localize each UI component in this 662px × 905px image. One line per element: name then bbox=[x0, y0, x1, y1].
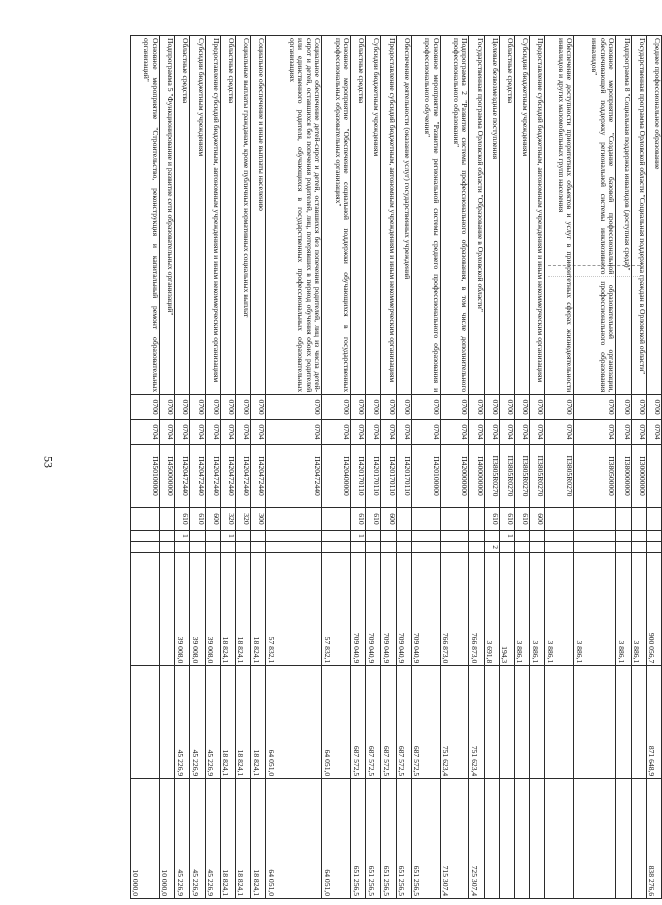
budget-table-body bbox=[131, 36, 662, 899]
section-code-cell: 0700 bbox=[631, 395, 646, 420]
fund-source-2-cell bbox=[351, 542, 366, 553]
table-row bbox=[251, 36, 266, 899]
table-row bbox=[159, 36, 174, 899]
subsection-code-cell: 0704 bbox=[131, 420, 160, 445]
subsection-code-cell: 0704 bbox=[616, 420, 631, 445]
fund-source-1-cell bbox=[514, 530, 529, 541]
amount-year-2-cell: 45 226,9 bbox=[190, 666, 205, 779]
fund-source-1-cell bbox=[131, 530, 160, 541]
section-code-cell: 0700 bbox=[574, 395, 616, 420]
amount-year-1-cell: 18 824,1 bbox=[220, 553, 235, 666]
expense-type-cell bbox=[469, 508, 484, 531]
fund-source-2-cell: 2 bbox=[484, 542, 499, 553]
section-code-cell: 0700 bbox=[499, 395, 514, 420]
amount-year-1-cell: 3 886,1 bbox=[530, 553, 545, 666]
amount-year-3-cell: 651 256,5 bbox=[351, 779, 366, 899]
fund-source-1-cell: 1 bbox=[220, 530, 235, 541]
target-article-cell: П420472440 bbox=[235, 444, 250, 507]
amount-year-2-cell: 18 824,1 bbox=[220, 666, 235, 779]
table-row bbox=[381, 36, 396, 899]
section-code-cell: 0700 bbox=[251, 395, 266, 420]
fund-source-1-cell bbox=[366, 530, 381, 541]
expense-type-cell: 320 bbox=[235, 508, 250, 531]
amount-year-1-cell: 3 691,8 bbox=[484, 553, 499, 666]
section-code-cell: 0700 bbox=[351, 395, 366, 420]
fund-source-2-cell bbox=[205, 542, 220, 553]
subsection-code-cell: 0704 bbox=[631, 420, 646, 445]
target-article-cell: П450100000 bbox=[131, 444, 160, 507]
amount-year-3-cell: 64 051,0 bbox=[266, 779, 322, 899]
amount-year-1-cell: 900 056,7 bbox=[646, 553, 661, 666]
target-article-cell: П420472440 bbox=[190, 444, 205, 507]
amount-year-3-cell: 64 051,0 bbox=[322, 779, 351, 899]
amount-year-3-cell: 18 824,1 bbox=[251, 779, 266, 899]
fund-source-1-cell bbox=[469, 530, 484, 541]
subsection-code-cell: 0704 bbox=[220, 420, 235, 445]
amount-year-1-cell: 3 886,1 bbox=[514, 553, 529, 666]
fund-source-1-cell bbox=[322, 530, 351, 541]
table-row bbox=[499, 36, 514, 899]
target-article-cell: П420170110 bbox=[381, 444, 396, 507]
amount-year-2-cell: 687 572,5 bbox=[366, 666, 381, 779]
expense-type-cell bbox=[440, 508, 469, 531]
fund-source-1-cell bbox=[251, 530, 266, 541]
amount-year-2-cell: 751 623,4 bbox=[440, 666, 469, 779]
amount-year-3-cell bbox=[514, 779, 529, 899]
subsection-code-cell: 0704 bbox=[322, 420, 351, 445]
fund-source-1-cell bbox=[190, 530, 205, 541]
amount-year-1-cell: 709 040,9 bbox=[396, 553, 411, 666]
amount-year-2-cell: 18 824,1 bbox=[251, 666, 266, 779]
amount-year-1-cell: 39 008,0 bbox=[190, 553, 205, 666]
section-code-cell: 0700 bbox=[646, 395, 661, 420]
table-row bbox=[190, 36, 205, 899]
row-name-cell: Областные средства bbox=[175, 36, 190, 395]
table-row bbox=[469, 36, 484, 899]
fund-source-2-cell bbox=[251, 542, 266, 553]
target-article-cell: П420100000 bbox=[411, 444, 440, 507]
fund-source-2-cell bbox=[499, 542, 514, 553]
expense-type-cell: 320 bbox=[220, 508, 235, 531]
section-code-cell: 0700 bbox=[159, 395, 174, 420]
row-name-cell: Основное мероприятие "Строительство, реконструкция и капитальный ремонт образовательных организаций" bbox=[131, 36, 160, 395]
expense-type-cell bbox=[159, 508, 174, 531]
fund-source-2-cell bbox=[440, 542, 469, 553]
amount-year-2-cell: 64 051,0 bbox=[266, 666, 322, 779]
table-row bbox=[514, 36, 529, 899]
fund-source-1-cell bbox=[440, 530, 469, 541]
expense-type-cell bbox=[396, 508, 411, 531]
fund-source-2-cell bbox=[266, 542, 322, 553]
fund-source-1-cell bbox=[530, 530, 545, 541]
section-code-cell: 0700 bbox=[469, 395, 484, 420]
table-row bbox=[574, 36, 616, 899]
expense-type-cell bbox=[131, 508, 160, 531]
amount-year-2-cell bbox=[545, 666, 574, 779]
amount-year-2-cell: 871 648,9 bbox=[646, 666, 661, 779]
expense-type-cell bbox=[631, 508, 646, 531]
expense-type-cell: 610 bbox=[190, 508, 205, 531]
target-article-cell: П420472440 bbox=[175, 444, 190, 507]
budget-table bbox=[130, 35, 662, 899]
subsection-code-cell: 0704 bbox=[484, 420, 499, 445]
target-article-cell: П3805R0270 bbox=[545, 444, 574, 507]
row-name-cell: Подпрограмма 2 "Развитие системы профессионального образования, в том числе дополнительного профессионального образования" bbox=[440, 36, 469, 395]
fund-source-2-cell bbox=[159, 542, 174, 553]
row-name-cell: Областные средства bbox=[351, 36, 366, 395]
expense-type-cell bbox=[411, 508, 440, 531]
amount-year-1-cell: 766 873,0 bbox=[440, 553, 469, 666]
amount-year-2-cell bbox=[514, 666, 529, 779]
expense-type-cell: 610 bbox=[175, 508, 190, 531]
amount-year-3-cell: 10 000,0 bbox=[159, 779, 174, 899]
row-name-cell: Среднее профессиональное образование bbox=[646, 36, 661, 395]
section-code-cell: 0700 bbox=[440, 395, 469, 420]
amount-year-3-cell: 651 256,5 bbox=[396, 779, 411, 899]
fund-source-2-cell bbox=[131, 542, 160, 553]
amount-year-2-cell: 45 226,9 bbox=[175, 666, 190, 779]
subsection-code-cell: 0704 bbox=[530, 420, 545, 445]
amount-year-2-cell: 687 572,5 bbox=[396, 666, 411, 779]
amount-year-2-cell: 18 824,1 bbox=[235, 666, 250, 779]
amount-year-1-cell: 3 886,1 bbox=[631, 553, 646, 666]
section-code-cell: 0700 bbox=[235, 395, 250, 420]
amount-year-2-cell: 687 572,5 bbox=[381, 666, 396, 779]
section-code-cell: 0700 bbox=[205, 395, 220, 420]
fund-source-2-cell bbox=[469, 542, 484, 553]
fund-source-1-cell bbox=[646, 530, 661, 541]
section-code-cell: 0700 bbox=[545, 395, 574, 420]
expense-type-cell: 610 bbox=[484, 508, 499, 531]
row-name-cell: Предоставление субсидий бюджетным, автономным учреждениям и иным некоммерческим организациям bbox=[530, 36, 545, 395]
amount-year-1-cell: 3 886,1 bbox=[616, 553, 631, 666]
row-name-cell: Социальное обеспечение и иные выплаты населению bbox=[251, 36, 266, 395]
subsection-code-cell: 0704 bbox=[251, 420, 266, 445]
amount-year-1-cell: 18 824,1 bbox=[235, 553, 250, 666]
expense-type-cell: 600 bbox=[530, 508, 545, 531]
amount-year-1-cell: 709 040,9 bbox=[351, 553, 366, 666]
expense-type-cell bbox=[574, 508, 616, 531]
amount-year-2-cell: 687 572,5 bbox=[411, 666, 440, 779]
target-article-cell: П420170110 bbox=[396, 444, 411, 507]
section-code-cell: 0700 bbox=[366, 395, 381, 420]
amount-year-1-cell: 18 824,1 bbox=[251, 553, 266, 666]
section-code-cell: 0700 bbox=[484, 395, 499, 420]
amount-year-2-cell bbox=[131, 666, 160, 779]
table-row bbox=[235, 36, 250, 899]
row-name-cell: Социальное обеспечение детей-сирот и детей, оставшихся без попечения родителей, лиц из числа детей-сирот и детей, оставшихся без попечения родителей, лиц, потерявших в период обучения обоих родителей или единственного родителя, обучающихся в государственных профессиональных образовательных организациях bbox=[266, 36, 322, 395]
fund-source-2-cell bbox=[411, 542, 440, 553]
subsection-code-cell: 0704 bbox=[175, 420, 190, 445]
amount-year-2-cell bbox=[574, 666, 616, 779]
table-row bbox=[440, 36, 469, 899]
table-row bbox=[631, 36, 646, 899]
amount-year-3-cell: 45 226,9 bbox=[175, 779, 190, 899]
table-row bbox=[175, 36, 190, 899]
target-article-cell: П420472440 bbox=[251, 444, 266, 507]
table-row bbox=[366, 36, 381, 899]
target-article-cell: П400000000 bbox=[469, 444, 484, 507]
amount-year-2-cell bbox=[484, 666, 499, 779]
amount-year-3-cell: 10 000,0 bbox=[131, 779, 160, 899]
amount-year-3-cell bbox=[631, 779, 646, 899]
row-name-cell: Основное мероприятие "Создание базовой профессиональной образовательной организации, обеспечивающей поддержку региональной системы инклюзивного профессионального образования инвалидов" bbox=[574, 36, 616, 395]
fund-source-1-cell bbox=[616, 530, 631, 541]
expense-type-cell: 610 bbox=[499, 508, 514, 531]
fund-source-1-cell: 1 bbox=[351, 530, 366, 541]
target-article-cell: П3805R0270 bbox=[484, 444, 499, 507]
expense-type-cell bbox=[266, 508, 322, 531]
target-article-cell: П300000000 bbox=[631, 444, 646, 507]
amount-year-3-cell: 651 256,5 bbox=[381, 779, 396, 899]
subsection-code-cell: 0704 bbox=[366, 420, 381, 445]
fund-source-2-cell bbox=[574, 542, 616, 553]
amount-year-3-cell bbox=[499, 779, 514, 899]
target-article-cell: П3805R0270 bbox=[530, 444, 545, 507]
amount-year-1-cell: 3 886,1 bbox=[545, 553, 574, 666]
fund-source-2-cell bbox=[322, 542, 351, 553]
section-code-cell: 0700 bbox=[322, 395, 351, 420]
fund-source-2-cell bbox=[381, 542, 396, 553]
target-article-cell: П420472440 bbox=[266, 444, 322, 507]
amount-year-1-cell: 39 008,0 bbox=[205, 553, 220, 666]
target-article-cell: П420170110 bbox=[351, 444, 366, 507]
expense-type-cell bbox=[646, 508, 661, 531]
amount-year-1-cell: 709 040,9 bbox=[381, 553, 396, 666]
row-name-cell: Подпрограмма 5 "Функционирование и развитие сети образовательных организаций" bbox=[159, 36, 174, 395]
table-row bbox=[411, 36, 440, 899]
fund-source-2-cell bbox=[220, 542, 235, 553]
amount-year-1-cell: 3 886,1 bbox=[574, 553, 616, 666]
amount-year-3-cell: 45 226,9 bbox=[190, 779, 205, 899]
section-code-cell: 0700 bbox=[411, 395, 440, 420]
target-article-cell: П420400000 bbox=[322, 444, 351, 507]
amount-year-1-cell: 709 040,9 bbox=[411, 553, 440, 666]
amount-year-3-cell: 45 226,9 bbox=[205, 779, 220, 899]
expense-type-cell: 600 bbox=[205, 508, 220, 531]
fund-source-2-cell bbox=[190, 542, 205, 553]
expense-type-cell bbox=[616, 508, 631, 531]
section-code-cell: 0700 bbox=[396, 395, 411, 420]
fund-source-1-cell: 1 bbox=[499, 530, 514, 541]
amount-year-1-cell bbox=[159, 553, 174, 666]
amount-year-3-cell: 18 824,1 bbox=[220, 779, 235, 899]
row-name-cell: Основное мероприятие "Развитие региональной системы среднего профессионального образования и профессионального обучения" bbox=[411, 36, 440, 395]
row-name-cell: Государственная программа Орловской области "Социальная поддержка граждан в Орловской области" bbox=[631, 36, 646, 395]
table-row bbox=[266, 36, 322, 899]
amount-year-2-cell: 751 623,4 bbox=[469, 666, 484, 779]
fund-source-1-cell bbox=[411, 530, 440, 541]
fund-source-1-cell bbox=[396, 530, 411, 541]
fund-source-2-cell bbox=[366, 542, 381, 553]
fund-source-1-cell bbox=[266, 530, 322, 541]
fund-source-1-cell bbox=[235, 530, 250, 541]
fund-source-1-cell bbox=[484, 530, 499, 541]
row-name-cell: Предоставление субсидий бюджетным, автономным учреждениям и иным некоммерческим организациям bbox=[381, 36, 396, 395]
row-name-cell: Государственная программа Орловской области "Образование в Орловской области" bbox=[469, 36, 484, 395]
fund-source-2-cell bbox=[646, 542, 661, 553]
amount-year-3-cell bbox=[484, 779, 499, 899]
row-name-cell: Социальные выплаты гражданам, кроме публичных нормативных социальных выплат bbox=[235, 36, 250, 395]
table-row bbox=[220, 36, 235, 899]
table-row bbox=[131, 36, 160, 899]
table-row bbox=[396, 36, 411, 899]
subsection-code-cell: 0704 bbox=[545, 420, 574, 445]
expense-type-cell: 300 bbox=[251, 508, 266, 531]
fund-source-2-cell bbox=[530, 542, 545, 553]
amount-year-3-cell: 725 307,4 bbox=[469, 779, 484, 899]
amount-year-3-cell bbox=[545, 779, 574, 899]
section-code-cell: 0700 bbox=[266, 395, 322, 420]
section-code-cell: 0700 bbox=[131, 395, 160, 420]
subsection-code-cell: 0704 bbox=[411, 420, 440, 445]
fund-source-1-cell bbox=[545, 530, 574, 541]
amount-year-1-cell: 39 008,0 bbox=[175, 553, 190, 666]
row-name-cell: Подпрограмма 8 "Социальная поддержка инвалидов (доступная среда)" bbox=[616, 36, 631, 395]
subsection-code-cell: 0704 bbox=[499, 420, 514, 445]
amount-year-2-cell bbox=[159, 666, 174, 779]
amount-year-3-cell: 838 276,6 bbox=[646, 779, 661, 899]
subsection-code-cell: 0704 bbox=[381, 420, 396, 445]
section-code-cell: 0700 bbox=[381, 395, 396, 420]
row-name-cell: Целевые безвозмездные поступления bbox=[484, 36, 499, 395]
target-article-cell: П420472440 bbox=[205, 444, 220, 507]
fund-source-1-cell bbox=[159, 530, 174, 541]
page-number: 53 bbox=[41, 456, 56, 468]
amount-year-2-cell bbox=[616, 666, 631, 779]
amount-year-2-cell: 64 051,0 bbox=[322, 666, 351, 779]
target-article-cell: П420170110 bbox=[366, 444, 381, 507]
target-article-cell: П3805R0270 bbox=[499, 444, 514, 507]
fund-source-2-cell bbox=[175, 542, 190, 553]
target-article-cell: П380500000 bbox=[574, 444, 616, 507]
section-code-cell: 0700 bbox=[220, 395, 235, 420]
section-code-cell: 0700 bbox=[514, 395, 529, 420]
target-article-cell: П450000000 bbox=[159, 444, 174, 507]
amount-year-3-cell: 18 824,1 bbox=[235, 779, 250, 899]
expense-type-cell: 600 bbox=[381, 508, 396, 531]
table-row bbox=[530, 36, 545, 899]
expense-type-cell: 610 bbox=[366, 508, 381, 531]
row-name-cell: Субсидии бюджетным учреждениям bbox=[514, 36, 529, 395]
subsection-code-cell: 0704 bbox=[574, 420, 616, 445]
section-code-cell: 0700 bbox=[190, 395, 205, 420]
subsection-code-cell: 0704 bbox=[514, 420, 529, 445]
target-article-cell: П380000000 bbox=[616, 444, 631, 507]
subsection-code-cell: 0704 bbox=[396, 420, 411, 445]
section-code-cell: 0700 bbox=[175, 395, 190, 420]
amount-year-1-cell: 766 873,0 bbox=[469, 553, 484, 666]
fund-source-2-cell bbox=[616, 542, 631, 553]
table-row bbox=[351, 36, 366, 899]
target-article-cell: П420000000 bbox=[440, 444, 469, 507]
amount-year-3-cell bbox=[616, 779, 631, 899]
rotated-table-container bbox=[130, 35, 662, 899]
row-name-cell: Субсидии бюджетным учреждениям bbox=[366, 36, 381, 395]
row-name-cell: Основное мероприятие "Обеспечение социальной поддержки обучающихся в государственных профессиональных образовательных организациях" bbox=[322, 36, 351, 395]
row-name-cell: Субсидии бюджетным учреждениям bbox=[190, 36, 205, 395]
subsection-code-cell: 0704 bbox=[646, 420, 661, 445]
expense-type-cell bbox=[322, 508, 351, 531]
amount-year-3-cell bbox=[574, 779, 616, 899]
amount-year-1-cell: 709 040,9 bbox=[366, 553, 381, 666]
target-article-cell: П3805R0270 bbox=[514, 444, 529, 507]
fund-source-1-cell bbox=[574, 530, 616, 541]
row-name-cell: Областные средства bbox=[220, 36, 235, 395]
table-row bbox=[616, 36, 631, 899]
row-name-cell: Обеспечение доступности приоритетных объектов и услуг в приоритетных сферах жизнедеятельности инвалидов и других маломобильных групп населения bbox=[545, 36, 574, 395]
fund-source-1-cell bbox=[381, 530, 396, 541]
subsection-code-cell: 0704 bbox=[440, 420, 469, 445]
table-row bbox=[646, 36, 661, 899]
amount-year-3-cell: 651 256,5 bbox=[411, 779, 440, 899]
expense-type-cell: 610 bbox=[514, 508, 529, 531]
amount-year-2-cell: 45 226,9 bbox=[205, 666, 220, 779]
fund-source-2-cell bbox=[631, 542, 646, 553]
subsection-code-cell: 0704 bbox=[351, 420, 366, 445]
subsection-code-cell: 0704 bbox=[190, 420, 205, 445]
amount-year-3-cell: 651 256,5 bbox=[366, 779, 381, 899]
table-row bbox=[205, 36, 220, 899]
amount-year-2-cell bbox=[499, 666, 514, 779]
expense-type-cell bbox=[545, 508, 574, 531]
section-code-cell: 0700 bbox=[616, 395, 631, 420]
amount-year-1-cell: 194,3 bbox=[499, 553, 514, 666]
subsection-code-cell: 0704 bbox=[159, 420, 174, 445]
subsection-code-cell: 0704 bbox=[235, 420, 250, 445]
row-name-cell: Областные средства bbox=[499, 36, 514, 395]
fund-source-2-cell bbox=[514, 542, 529, 553]
amount-year-2-cell: 687 572,5 bbox=[351, 666, 366, 779]
fund-source-2-cell bbox=[396, 542, 411, 553]
subsection-code-cell: 0704 bbox=[266, 420, 322, 445]
subsection-code-cell: 0704 bbox=[205, 420, 220, 445]
fund-source-1-cell bbox=[631, 530, 646, 541]
row-name-cell: Предоставление субсидий бюджетным, автономным учреждениям и иным некоммерческим организациям bbox=[205, 36, 220, 395]
table-row bbox=[545, 36, 574, 899]
amount-year-2-cell bbox=[631, 666, 646, 779]
row-name-cell: Обеспечение деятельности (оказание услуг) государственных учреждений bbox=[396, 36, 411, 395]
fund-source-1-cell bbox=[205, 530, 220, 541]
table-row bbox=[322, 36, 351, 899]
amount-year-1-cell bbox=[131, 553, 160, 666]
amount-year-1-cell: 57 832,1 bbox=[266, 553, 322, 666]
target-article-cell: П420472440 bbox=[220, 444, 235, 507]
amount-year-3-cell: 715 307,4 bbox=[440, 779, 469, 899]
subsection-code-cell: 0704 bbox=[469, 420, 484, 445]
table-row bbox=[484, 36, 499, 899]
fund-source-1-cell: 1 bbox=[175, 530, 190, 541]
amount-year-1-cell: 57 832,1 bbox=[322, 553, 351, 666]
section-code-cell: 0700 bbox=[530, 395, 545, 420]
fund-source-2-cell bbox=[545, 542, 574, 553]
amount-year-2-cell bbox=[530, 666, 545, 779]
fund-source-2-cell bbox=[235, 542, 250, 553]
target-article-cell bbox=[646, 444, 661, 507]
expense-type-cell: 610 bbox=[351, 508, 366, 531]
amount-year-3-cell bbox=[530, 779, 545, 899]
